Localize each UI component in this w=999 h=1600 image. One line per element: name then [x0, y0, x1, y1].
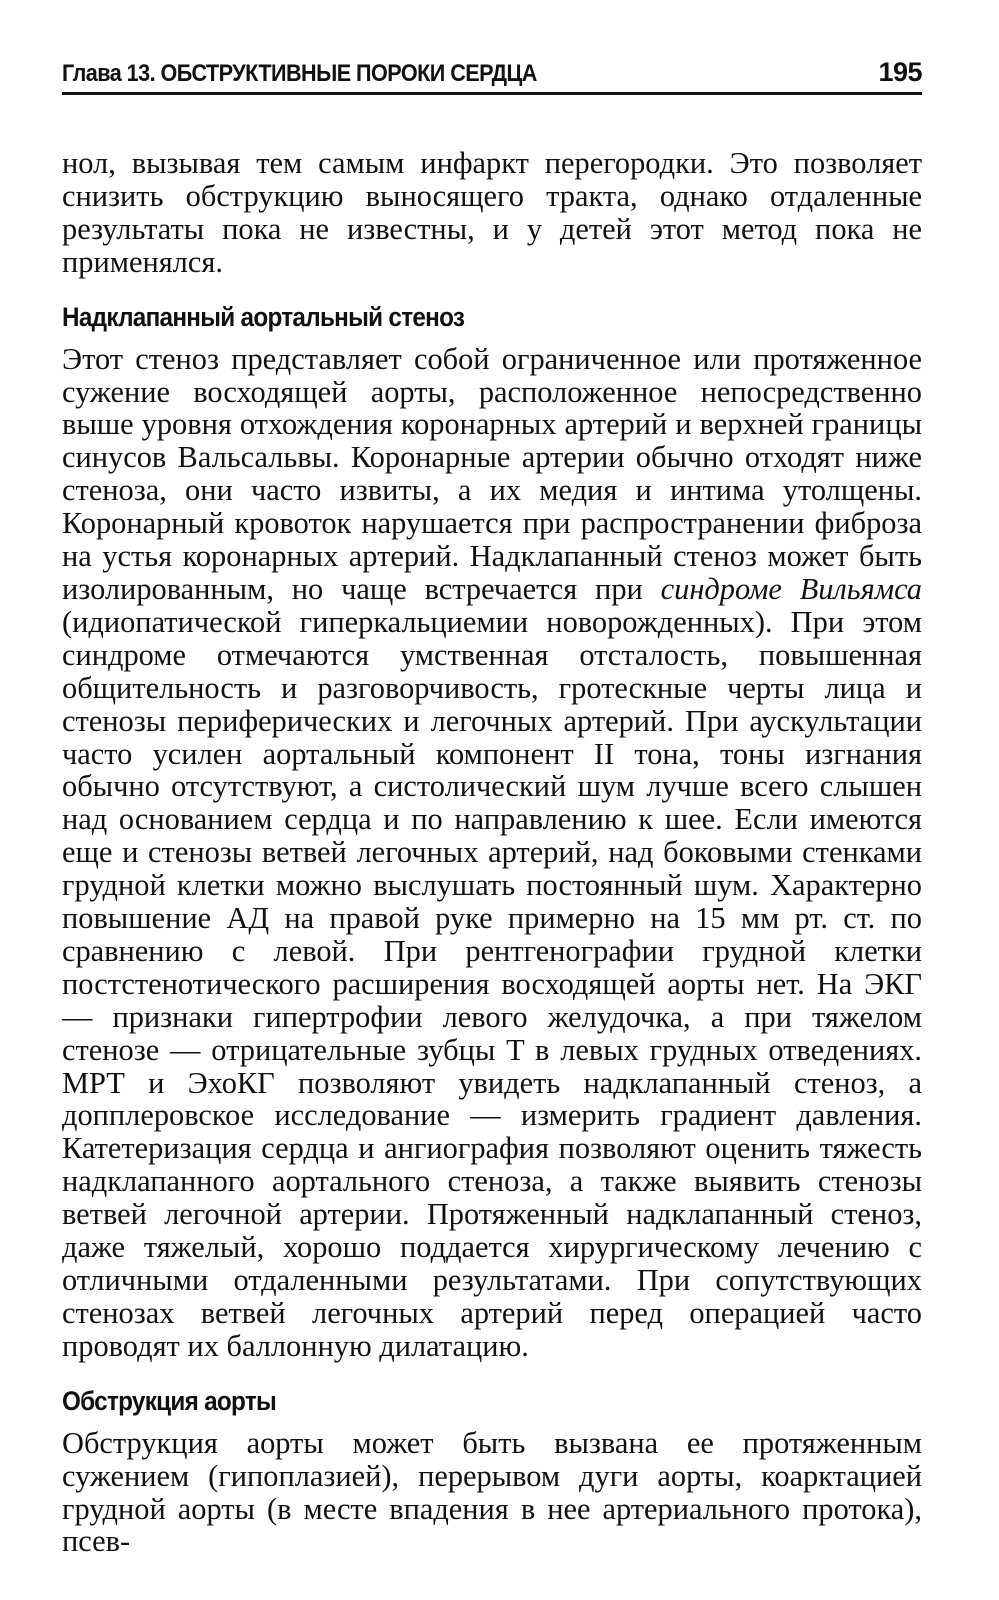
page-number: 195: [878, 57, 922, 87]
paragraph-aortic-obstruction: Обструкция аорты может быть вызвана ее протяженным сужением (гипоплазией), перерывом дуги аорты, коарктацией грудной аорты (в месте впадения в нее артериального протока), псев-: [62, 1425, 922, 1559]
chapter-title: Глава 13. ОБСТРУКТИВНЫЕ ПОРОКИ СЕРДЦА: [62, 60, 537, 87]
running-header: [62, 48, 922, 95]
paragraph-text: (идиопатической гиперкальциемии новорожденных). При этом синдроме отмечаются умственная отсталость, повышенная общительность и разговорчивость, гротескные черты лица и стенозы периферических и легочных артерий. При аускультации часто усилен аортальный компонент II тона, тоны изгнания обычно отсутствуют, а систолический шум лучше всего слышен над основанием сердца и по направлению к шее. Если имеются еще и стенозы ветвей легочных артерий, над боковыми стенками грудной клетки можно выслушать постоянный шум. Характерно повышение АД на правой руке примерно на 15 мм рт. ст. по сравнению с левой. При рентгенографии грудной клетки постстенотического расширения восходящей аорты нет. На ЭКГ — признаки гипертрофии левого желудочка, а при тяжелом стенозе — отрицательные зубцы T в левых грудных отведениях. МРТ и ЭхоКГ позволяют увидеть надклапанный стеноз, а допплеровское исследование — измерить градиент давления. Катетеризация сердца и ангиография позволяют оценить тяжесть надклапанного аортального стеноза, а также выявить стенозы ветвей легочной артерии. Протяженный надклапанный стеноз, даже тяжелый, хорошо поддается хирургическому лечению с отличными отдаленными результатами. При сопутствующих стенозах ветвей легочных артерий перед операцией часто проводят их баллонную дилатацию.: [62, 604, 922, 1363]
continued-paragraph: нол, вызывая тем самым инфаркт перегородки. Это позволяет снизить обструкцию выносящего тракта, однако отдаленные результаты пока не известны, и у детей этот метод пока не применялся.: [62, 146, 922, 279]
italic-term-williams-syndrome: синдроме Вильямса: [660, 571, 923, 606]
paragraph-supravalvular-stenosis: [62, 343, 922, 1363]
book-page: [62, 48, 922, 1558]
section-heading-supravalvular-stenosis: Надклапанный аортальный стеноз: [62, 301, 465, 332]
paragraph-text: Этот стеноз представляет собой ограниченное или протяженное сужение восходящей аорты, расположенное непосредственно выше уровня отхождения коронарных артерий и верхней границы синусов Вальсальвы. Коронарные артерии обычно отходят ниже стеноза, они часто извиты, а их медия и интима утолщены. Коронарный кровоток нарушается при распространении фиброза на устья коронарных артерий. Надклапанный стеноз может быть изолированным, но чаще встречается при: [62, 341, 922, 606]
section-heading-aortic-obstruction: Обструкция аорты: [62, 1385, 277, 1416]
page-content: [62, 147, 922, 1558]
